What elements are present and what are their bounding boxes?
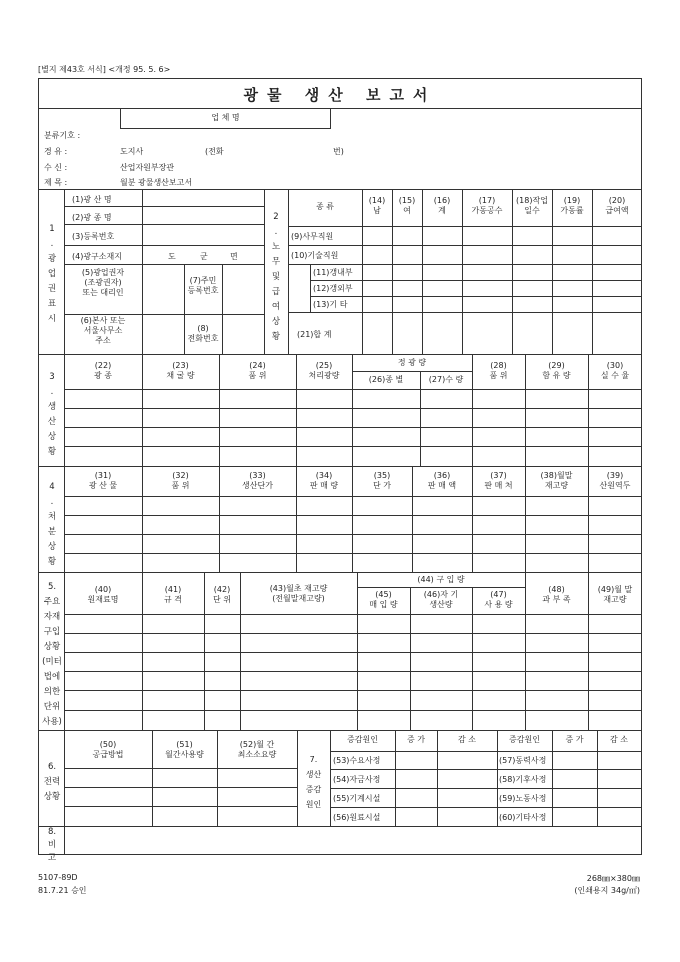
concentrate-header: 정 광 량 [397,358,427,367]
recipient-value: 산업자원부장관 [120,163,175,172]
col-17: (17) 가동공수 [471,196,503,215]
do-label: 도 [168,252,176,261]
col-49: (49)월 말 재고량 [597,585,633,604]
section-8-label: 8. 비 고 [47,827,57,863]
col-44: (44) 구 입 량 [417,575,465,584]
section-1-label: 1 . 광 업 권 표 시 [47,224,57,324]
section-2-label: 2 . 노 무 및 급 여 상 황 [271,212,281,342]
footer-code: 5107-89D [38,873,78,882]
phone-end: 번) [333,147,344,156]
cause-header-2: 증감원인 [509,735,540,744]
machinery-label: (55)기계시설 [333,794,381,803]
col-34: (34) 판 매 량 [309,471,339,490]
col-29: (29) 함 유 량 [542,361,571,380]
section-5-label: 5. 주요 자재 구입 상황 (미터 법에 의한 단위 사용) [42,582,62,727]
col-28: (28) 품 위 [489,361,508,380]
col-37: (37) 판 매 처 [484,471,513,490]
page-title: 광물 생산 보고서 [243,86,437,104]
col-22: (22) 광 종 [94,361,112,380]
col-24: (24) 품 위 [248,361,267,380]
subject-label: 제 목 : [44,178,68,187]
col-26: (26)종 별 [368,375,404,384]
office-staff-label: (9)사무직원 [291,232,334,241]
labor-label: (59)노동사정 [499,794,547,803]
col-18: (18)작업 일수 [516,196,548,215]
footer-paper: (인쇄용지 34g/㎡) [574,886,640,895]
recipient-label: 수 신 : [44,163,68,172]
subject-value: 월분 광물생산보고서 [120,178,193,187]
footer-approval: 81.7.21 승인 [38,886,87,895]
type-header: 종 류 [316,202,334,211]
col-48: (48) 과 부 족 [542,585,571,604]
section-7-label: 7. 생산 증감 원인 [305,755,322,809]
holder-label: (5)광업권자 (조광권자) 또는 대리인 [81,268,125,297]
decrease-header: 감 소 [458,735,476,744]
increase-header: 증 가 [407,735,425,744]
surface-label: (12)갱외부 [313,284,353,293]
tech-staff-label: (10)기술직원 [291,251,339,260]
mineral-name-label: (2)광 종 명 [72,213,112,222]
decrease-header-2: 감 소 [610,735,628,744]
col-15: (15) 여 [398,196,416,215]
col-47: (47) 사 용 량 [484,590,513,609]
resident-no-label: (7)주민 등록번호 [187,276,219,295]
cause-header: 증감원인 [347,735,378,744]
myeon-label: 면 [230,252,238,261]
col-51: (51) 월간사용량 [165,740,204,759]
col-40: (40) 원재료명 [87,585,119,604]
funding-label: (54)자금사정 [333,775,381,784]
other-label: (13)기 타 [313,300,348,309]
hq-address-label: (6)본사 또는 서울사무소 주소 [80,316,126,345]
col-38: (38)월말 재고량 [540,471,573,490]
via-label: 경 유 : [44,147,68,156]
col-32: (32) 품 위 [171,471,190,490]
other-cause-label: (60)기타사정 [499,813,547,822]
col-36: (36) 판 매 액 [427,471,457,490]
total-label: (21)합 계 [297,330,332,339]
via-value: 도지사 [120,147,144,156]
col-16: (16) 계 [433,196,451,215]
col-39: (39) 산원역두 [599,471,631,490]
power-label: (57)동력사정 [499,756,547,765]
footer-size: 268㎜×380㎜ [586,874,640,883]
col-33: (33) 생산단가 [242,471,273,490]
col-45: (45) 매 입 량 [369,590,398,609]
demand-label: (53)수요사정 [333,756,381,765]
form-number: [별지 제43호 서식] <개정 95. 5. 6> [38,65,171,74]
col-27: (27)수 량 [428,375,464,384]
phone-label: (전화 [205,147,224,156]
registration-no-label: (3)등록번호 [72,232,115,241]
col-23: (23) 채 굴 량 [166,361,195,380]
mine-location-label: (4)광구소재지 [72,252,122,261]
col-25: (25) 처리광량 [308,361,340,380]
phone-no-label: (8) 전화번호 [187,324,219,343]
col-50: (50) 공급방법 [92,740,124,759]
col-31: (31) 광 산 물 [88,471,118,490]
underground-label: (11)갱내부 [313,268,353,277]
mine-name-label: (1)광 산 명 [72,195,112,204]
col-52: (52)월 간 최소소요량 [237,740,277,759]
company-name-box: 업 체 명 [211,113,240,122]
section-3-label: 3 . 생 산 상 황 [47,372,57,457]
col-35: (35) 단 가 [373,471,391,490]
gun-label: 군 [200,252,208,261]
col-19: (19) 가동률 [560,196,584,215]
section-4-label: 4 . 처 분 상 황 [47,482,57,567]
col-46: (46)자 기 생산량 [423,590,459,609]
col-41: (41) 규 격 [164,585,182,604]
raw-material-label: (56)원료시설 [333,813,381,822]
section-6-label: 6. 전력 상황 [43,762,61,802]
col-14: (14) 남 [368,196,386,215]
increase-header-2: 증 가 [565,735,584,744]
col-30: (30) 실 수 율 [600,361,630,380]
classification-label: 분류기호 : [44,131,81,140]
col-20: (20) 급여액 [605,196,629,215]
weather-label: (58)기후사정 [499,775,547,784]
col-42: (42) 단 위 [213,585,231,604]
col-43: (43)월초 재고량 (전월말재고량) [269,584,328,603]
